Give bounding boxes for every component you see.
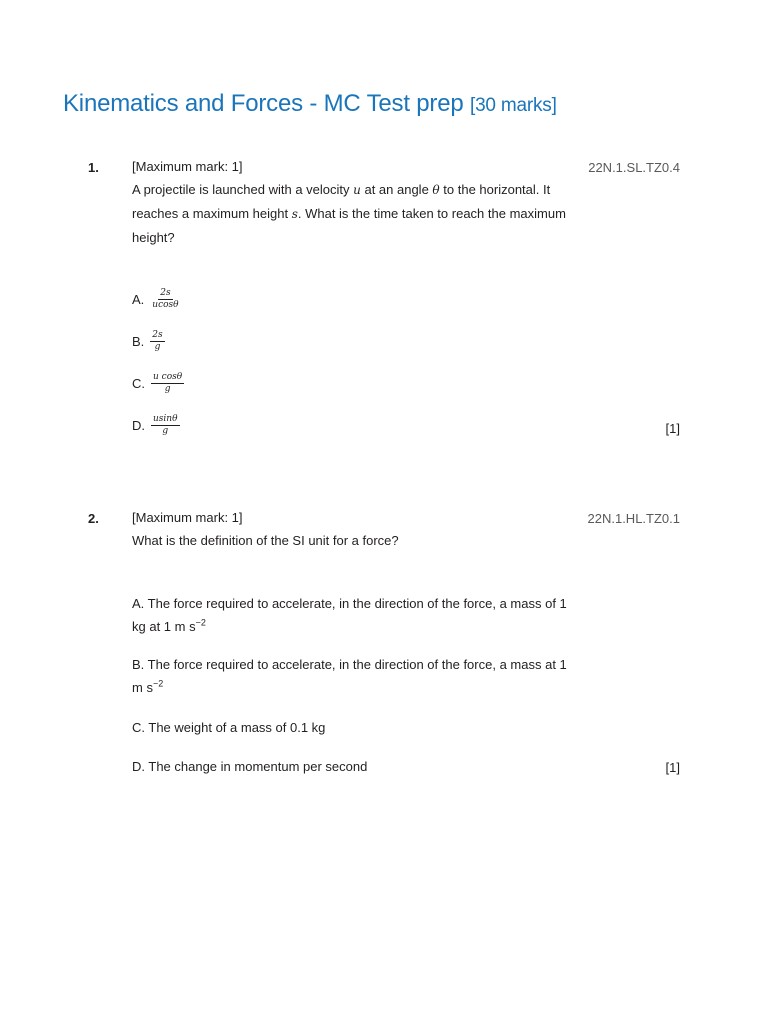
question-code: 22N.1.HL.TZ0.1 [587,511,680,526]
option-letter: C. [132,376,145,391]
option-a[interactable]: A. The force required to accelerate, in the direction of the force, a mass of 1 kg at 1 m $s^{-2}$ [132,596,567,634]
option-d[interactable]: D. The change in momentum per second [132,759,368,774]
title-marks: [30 marks] [469,95,557,116]
option-b[interactable] [132,330,165,353]
fraction [151,372,184,395]
option-c[interactable] [132,372,184,395]
question-stem: What is the definition of the SI unit for a force? [132,533,399,548]
title-text: Kinematics and Forces - MC Test prep [63,90,464,117]
question-mark: [1] [665,421,680,436]
denominator: g [162,426,169,436]
page-title [63,90,557,118]
max-mark: [Maximum mark: 1] [132,510,243,525]
option-a[interactable] [132,288,181,311]
option-letter: B. [132,334,145,349]
question-body [132,155,572,249]
var-u: u [353,183,361,197]
option-letter: D. [132,418,145,433]
fraction [150,288,180,311]
numerator: u cosθ [153,372,183,382]
question-mark: [1] [665,760,680,775]
question-number: 1. [88,160,99,175]
denominator: g [154,342,161,352]
option-d[interactable] [132,414,180,437]
denominator: ucosθ [152,300,179,310]
numerator: usinθ [153,414,178,424]
denominator: g [164,384,171,394]
option-b[interactable]: B. The force required to accelerate, in the direction of the force, a mass at 1 m $s^{-2}$ [132,657,567,695]
fraction [150,330,164,353]
option-c[interactable]: C. The weight of a mass of 0.1 kg [132,720,326,735]
question-number: 2. [88,511,99,526]
question-code: 22N.1.SL.TZ0.4 [588,160,680,175]
max-mark: [Maximum mark: 1] [132,159,243,174]
numerator: 2s [152,330,163,340]
question-body [132,506,572,552]
question-stem: A projectile is launched with a velocity u at an angle θ to the horizontal. It reaches a maximum height s. What is the time taken to reach the maximum height? [132,182,566,245]
fraction [151,414,180,437]
var-theta: θ [432,183,440,197]
var-s: s [291,207,298,221]
option-letter: A. [132,292,145,307]
numerator: 2s [160,288,171,298]
